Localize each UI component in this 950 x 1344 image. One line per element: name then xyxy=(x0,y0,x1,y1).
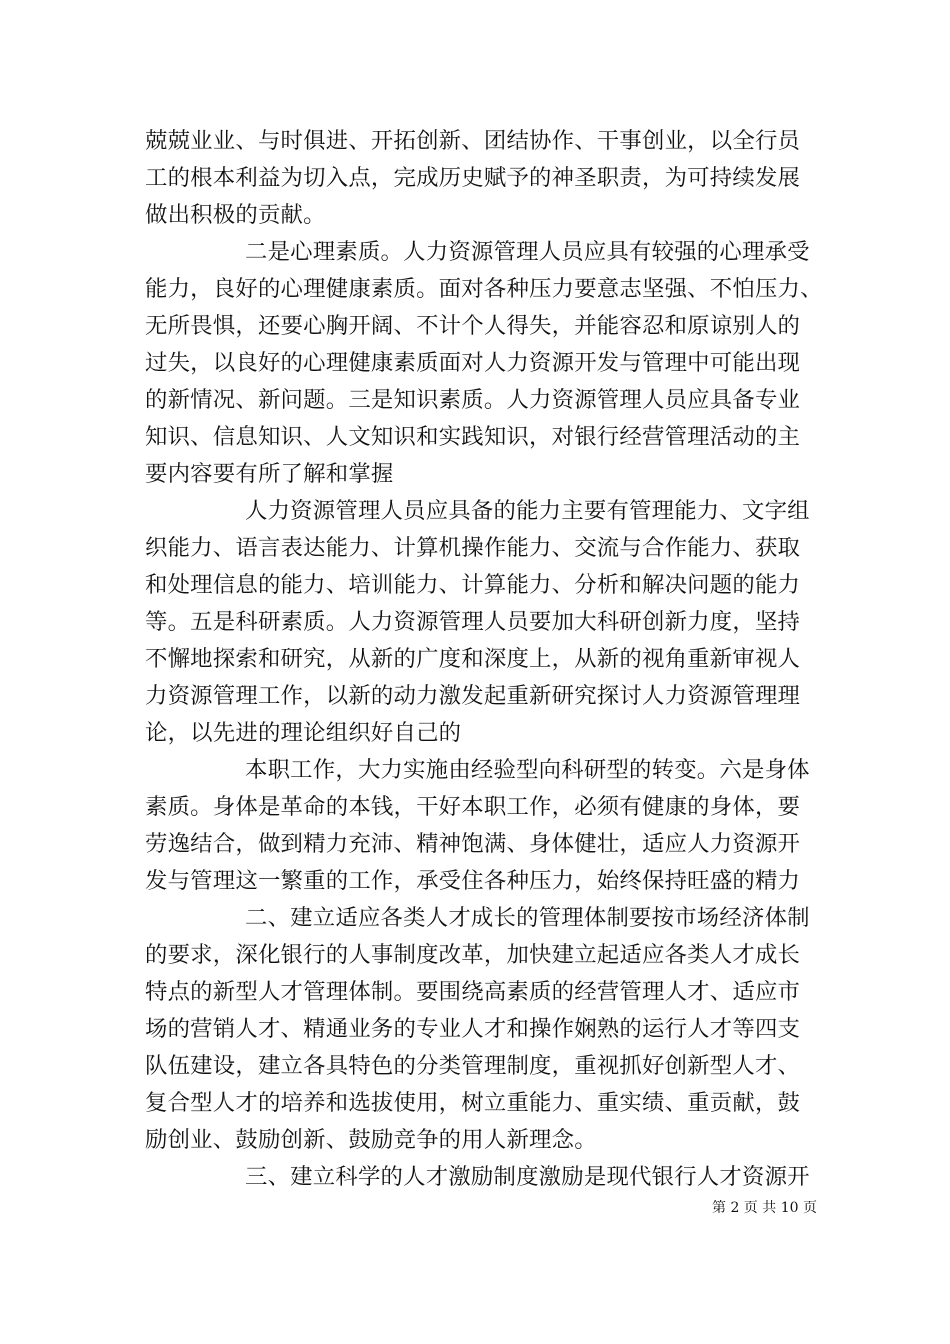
text-line: 二是心理素质。人力资源管理人员应具有较强的心理承受 xyxy=(245,239,810,265)
text-line: 的要求，深化银行的人事制度改革，加快建立起适应各类人才成长 xyxy=(145,942,801,968)
text-line: 三、建立科学的人才激励制度激励是现代银行人才资源开 xyxy=(245,1164,810,1190)
text-line: 本职工作，大力实施由经验型向科研型的转变。六是身体 xyxy=(245,757,810,783)
text-line: 不懈地探索和研究，从新的广度和深度上，从新的视角重新审视人 xyxy=(145,646,801,672)
text-line: 要内容要有所了解和掌握 xyxy=(145,461,394,487)
text-line: 无所畏惧，还要心胸开阔、不计个人得失，并能容忍和原谅别人的 xyxy=(145,313,801,339)
text-line: 能力，良好的心理健康素质。面对各种压力要意志坚强、不怕压力、 xyxy=(145,276,823,302)
text-line: 知识、信息知识、人文知识和实践知识，对银行经营管理活动的主 xyxy=(145,424,801,450)
text-line: 复合型人才的培养和选拔使用，树立重能力、重实绩、重贡献，鼓 xyxy=(145,1090,801,1116)
text-line: 过失，以良好的心理健康素质面对人力资源开发与管理中可能出现 xyxy=(145,350,801,376)
text-line: 和处理信息的能力、培训能力、计算能力、分析和解决问题的能力 xyxy=(145,572,801,598)
text-line: 论，以先进的理论组织好自己的 xyxy=(145,720,462,746)
text-line: 励创业、鼓励创新、鼓励竞争的用人新理念。 xyxy=(145,1127,597,1153)
text-line: 力资源管理工作，以新的动力激发起重新研究探讨人力资源管理理 xyxy=(145,683,801,709)
text-line: 做出积极的贡献。 xyxy=(145,202,326,228)
text-line: 劳逸结合，做到精力充沛、精神饱满、身体健壮，适应人力资源开 xyxy=(145,831,801,857)
text-line: 工的根本利益为切入点，完成历史赋予的神圣职责，为可持续发展 xyxy=(145,165,801,191)
text-line: 发与管理这一繁重的工作，承受住各种压力，始终保持旺盛的精力 xyxy=(145,868,801,894)
text-line: 人力资源管理人员应具备的能力主要有管理能力、文字组 xyxy=(245,498,810,524)
text-line: 素质。身体是革命的本钱，干好本职工作，必须有健康的身体，要 xyxy=(145,794,801,820)
page-footer: 第 2 页 共 10 页 xyxy=(712,1200,817,1216)
text-line: 兢兢业业、与时俱进、开拓创新、团结协作、干事创业，以全行员 xyxy=(145,128,801,154)
text-line: 织能力、语言表达能力、计算机操作能力、交流与合作能力、获取 xyxy=(145,535,801,561)
text-line: 场的营销人才、精通业务的专业人才和操作娴熟的运行人才等四支 xyxy=(145,1016,801,1042)
text-line: 队伍建设，建立各具特色的分类管理制度，重视抓好创新型人才、 xyxy=(145,1053,801,1079)
text-line: 的新情况、新问题。三是知识素质。人力资源管理人员应具备专业 xyxy=(145,387,801,413)
text-line: 特点的新型人才管理体制。要围绕高素质的经营管理人才、适应市 xyxy=(145,979,801,1005)
text-line: 等。五是科研素质。人力资源管理人员要加大科研创新力度，坚持 xyxy=(145,609,801,635)
text-line: 二、建立适应各类人才成长的管理体制要按市场经济体制 xyxy=(245,905,810,931)
